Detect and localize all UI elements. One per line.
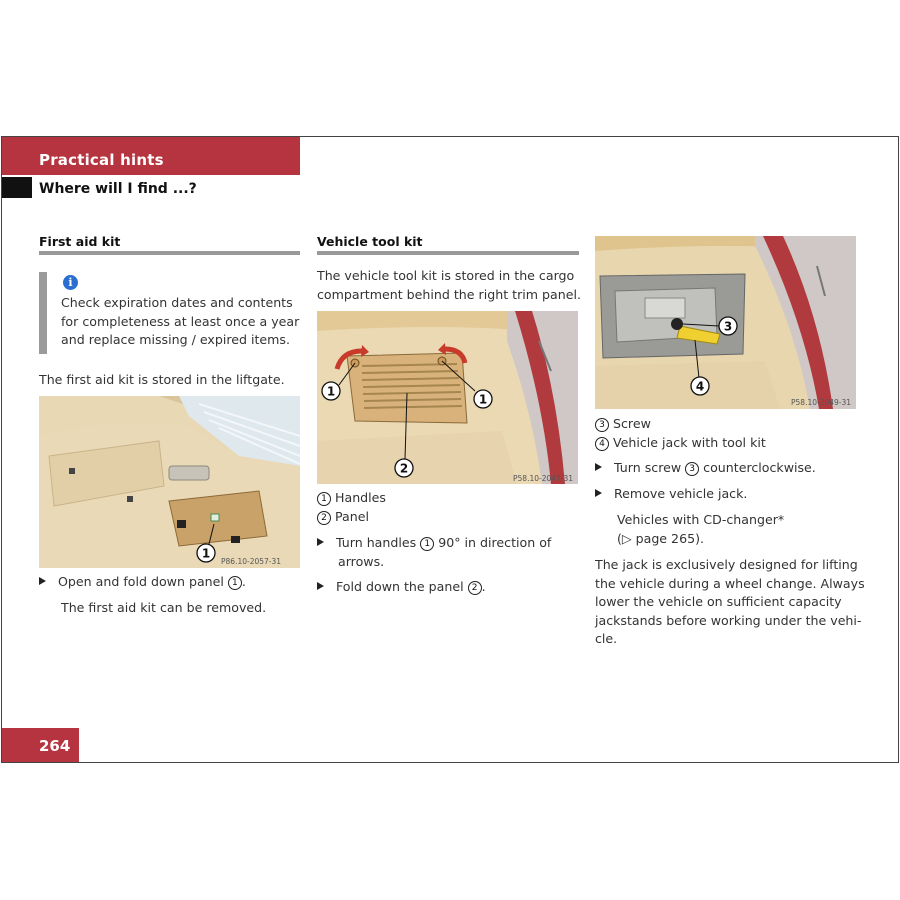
first-aid-stored: The first aid kit is stored in the liftgate. — [39, 372, 285, 387]
bullet-arrow-icon — [39, 577, 46, 585]
first-aid-heading: First aid kit — [39, 234, 121, 249]
tool-kit-callout-handle-left: 1 — [326, 384, 336, 399]
first-aid-callout: 1 — [201, 546, 211, 561]
jack-figure — [595, 236, 856, 409]
manual-page — [1, 136, 899, 763]
jack-legend — [595, 415, 766, 452]
section-title: Practical hints — [39, 151, 164, 169]
jack-figure-code: P58.10-2049-31 — [791, 398, 852, 407]
tool-kit-callout-panel: 2 — [399, 461, 409, 476]
tool-kit-figure — [317, 311, 578, 484]
subtitle-marker — [2, 177, 32, 198]
legend-item: 2 Panel — [317, 508, 386, 527]
tool-kit-heading: Vehicle tool kit — [317, 234, 423, 249]
first-aid-rule — [39, 251, 300, 255]
bullet-arrow-icon — [595, 489, 602, 497]
bullet-arrow-icon — [595, 463, 602, 471]
first-aid-result: The first aid kit can be removed. — [61, 600, 267, 615]
bullet-arrow-icon — [317, 538, 324, 546]
page-subtitle: Where will I find ...? — [39, 181, 197, 197]
first-aid-step: Open and fold down panel 1 . — [39, 573, 246, 592]
tool-kit-legend — [317, 489, 386, 526]
first-aid-note: Check expiration dates and contents for completeness at least once a year and replace missing / expired items. — [61, 295, 300, 347]
tool-kit-rule — [317, 251, 579, 255]
bullet-arrow-icon — [317, 582, 324, 590]
info-icon: i — [63, 275, 78, 290]
tool-kit-step-2: Fold down the panel 2 . — [317, 578, 486, 597]
legend-item: 3 Screw — [595, 415, 766, 434]
jack-step-1: Turn screw 3 counterclockwise. — [595, 459, 816, 478]
first-aid-figure-code: P86.10-2057-31 — [221, 557, 282, 566]
jack-callout-jack: 4 — [695, 379, 705, 394]
page-number: 264 — [39, 737, 71, 755]
note-bar — [39, 272, 47, 354]
tool-kit-intro: The vehicle tool kit is stored in the cargo compartment behind the right trim panel. — [317, 268, 581, 302]
tool-kit-callout-handle-right: 1 — [478, 392, 488, 407]
first-aid-figure — [39, 396, 300, 568]
jack-warning: The jack is exclusively designed for lifting the vehicle during a wheel change. Always lower the vehicle on sufficient capacity jackstands before working under the vehi- cle. — [595, 557, 865, 646]
jack-callout-screw: 3 — [723, 319, 733, 334]
jack-step-2: Remove vehicle jack. — [595, 485, 747, 504]
tool-kit-step-1: Turn handles 1 90° in direction of arrows. — [317, 534, 551, 571]
legend-item: 1 Handles — [317, 489, 386, 508]
cd-changer-note: Vehicles with CD-changer* (▷ page 265). — [617, 512, 785, 546]
legend-item: 4 Vehicle jack with tool kit — [595, 434, 766, 453]
tool-kit-figure-code: P58.10-2047-31 — [513, 474, 574, 483]
